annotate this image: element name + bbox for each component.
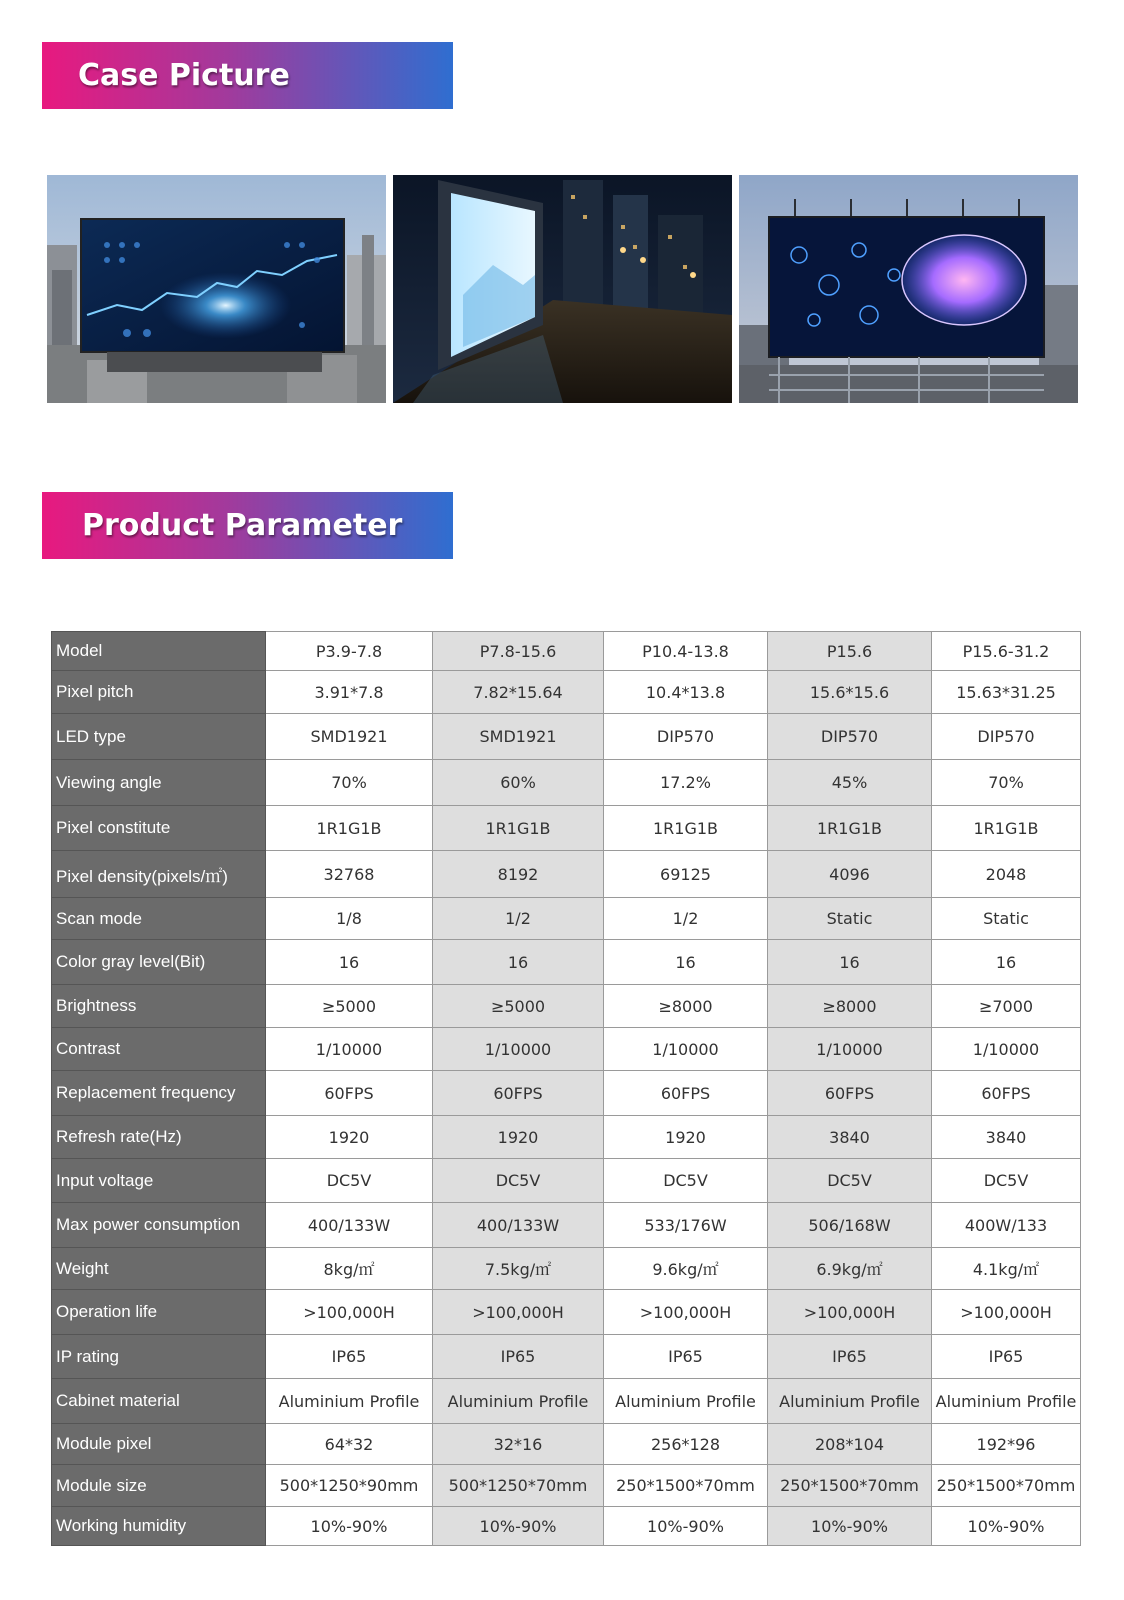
table-row xyxy=(52,1071,1081,1116)
table-cell: 1920 xyxy=(433,1116,604,1159)
table-cell: 10%-90% xyxy=(932,1507,1081,1546)
table-cell: >100,000H xyxy=(604,1290,768,1335)
table-cell: 1/10000 xyxy=(768,1028,932,1071)
table-cell: 60FPS xyxy=(266,1071,433,1116)
table-cell: Aluminium Profile xyxy=(266,1379,433,1424)
table-cell: 1/2 xyxy=(604,898,768,940)
table-cell: DC5V xyxy=(932,1159,1081,1203)
row-label: Pixel constitute xyxy=(52,806,266,851)
table-row xyxy=(52,940,1081,985)
table-cell: 400/133W xyxy=(266,1203,433,1248)
table-cell: 10%-90% xyxy=(768,1507,932,1546)
table-cell: 69125 xyxy=(604,851,768,898)
table-cell: Aluminium Profile xyxy=(604,1379,768,1424)
table-cell: 1R1G1B xyxy=(932,806,1081,851)
table-cell: 400W/133 xyxy=(932,1203,1081,1248)
table-cell: Aluminium Profile xyxy=(433,1379,604,1424)
table-cell: 4096 xyxy=(768,851,932,898)
row-label: Viewing angle xyxy=(52,760,266,806)
row-label: Pixel pitch xyxy=(52,671,266,714)
table-row xyxy=(52,671,1081,714)
table-cell: 70% xyxy=(932,760,1081,806)
table-cell: >100,000H xyxy=(266,1290,433,1335)
table-cell: 32*16 xyxy=(433,1424,604,1465)
table-cell: DIP570 xyxy=(768,714,932,760)
table-cell: 16 xyxy=(932,940,1081,985)
product-parameter-title: Product Parameter xyxy=(82,508,403,543)
table-cell: 64*32 xyxy=(266,1424,433,1465)
table-cell: Static xyxy=(932,898,1081,940)
table-cell: P15.6-31.2 xyxy=(932,632,1081,671)
table-cell: DIP570 xyxy=(604,714,768,760)
brain-billboard-icon xyxy=(739,175,1078,403)
table-row xyxy=(52,806,1081,851)
table-row xyxy=(52,1379,1081,1424)
table-cell: 506/168W xyxy=(768,1203,932,1248)
row-label: Brightness xyxy=(52,985,266,1028)
table-cell: 10%-90% xyxy=(433,1507,604,1546)
row-label: Contrast xyxy=(52,1028,266,1071)
row-label: Replacement frequency xyxy=(52,1071,266,1116)
table-cell: DC5V xyxy=(266,1159,433,1203)
table-row xyxy=(52,760,1081,806)
row-label: Max power consumption xyxy=(52,1203,266,1248)
table-cell: 32768 xyxy=(266,851,433,898)
table-cell: 8192 xyxy=(433,851,604,898)
case-picture-title: Case Picture xyxy=(78,58,290,93)
table-cell: 16 xyxy=(604,940,768,985)
row-label: Input voltage xyxy=(52,1159,266,1203)
table-row xyxy=(52,1424,1081,1465)
table-cell: 192*96 xyxy=(932,1424,1081,1465)
table-cell: IP65 xyxy=(768,1335,932,1379)
table-cell: Static xyxy=(768,898,932,940)
row-label: Scan mode xyxy=(52,898,266,940)
table-cell: 60FPS xyxy=(768,1071,932,1116)
table-cell: 60FPS xyxy=(932,1071,1081,1116)
table-cell: ≥5000 xyxy=(266,985,433,1028)
table-cell: 208*104 xyxy=(768,1424,932,1465)
table-cell: SMD1921 xyxy=(433,714,604,760)
row-label: Module pixel xyxy=(52,1424,266,1465)
row-label: Refresh rate(Hz) xyxy=(52,1116,266,1159)
table-cell: 1R1G1B xyxy=(604,806,768,851)
table-cell: IP65 xyxy=(604,1335,768,1379)
table-cell: 1/10000 xyxy=(932,1028,1081,1071)
row-label: IP rating xyxy=(52,1335,266,1379)
table-cell: 10.4*13.8 xyxy=(604,671,768,714)
table-cell: Aluminium Profile xyxy=(932,1379,1081,1424)
table-row xyxy=(52,1290,1081,1335)
table-cell: IP65 xyxy=(932,1335,1081,1379)
table-cell: 3.91*7.8 xyxy=(266,671,433,714)
table-cell: 60FPS xyxy=(604,1071,768,1116)
table-cell: 1R1G1B xyxy=(433,806,604,851)
table-cell: >100,000H xyxy=(433,1290,604,1335)
table-cell: 6.9kg/㎡ xyxy=(768,1248,932,1290)
table-cell: P7.8-15.6 xyxy=(433,632,604,671)
row-label: Weight xyxy=(52,1248,266,1290)
table-row xyxy=(52,985,1081,1028)
row-label: Module size xyxy=(52,1465,266,1507)
case-picture-1 xyxy=(47,175,386,403)
table-row xyxy=(52,1028,1081,1071)
product-parameter-banner xyxy=(42,492,453,559)
table-cell: ≥8000 xyxy=(768,985,932,1028)
table-cell: SMD1921 xyxy=(266,714,433,760)
product-parameter-table xyxy=(51,631,1081,1546)
table-cell: 400/133W xyxy=(433,1203,604,1248)
table-cell: 16 xyxy=(266,940,433,985)
table-cell: 1/10000 xyxy=(433,1028,604,1071)
table-cell: 7.82*15.64 xyxy=(433,671,604,714)
case-picture-2 xyxy=(393,175,732,403)
table-cell: 2048 xyxy=(932,851,1081,898)
table-cell: Aluminium Profile xyxy=(768,1379,932,1424)
table-cell: ≥5000 xyxy=(433,985,604,1028)
table-cell: DIP570 xyxy=(932,714,1081,760)
table-cell: DC5V xyxy=(768,1159,932,1203)
table-cell: DC5V xyxy=(433,1159,604,1203)
table-cell: 15.63*31.25 xyxy=(932,671,1081,714)
table-row xyxy=(52,1203,1081,1248)
table-cell: 16 xyxy=(433,940,604,985)
table-cell: 45% xyxy=(768,760,932,806)
table-cell: 10%-90% xyxy=(604,1507,768,1546)
table-cell: >100,000H xyxy=(932,1290,1081,1335)
table-cell: >100,000H xyxy=(768,1290,932,1335)
table-row xyxy=(52,898,1081,940)
table-cell: 1R1G1B xyxy=(266,806,433,851)
table-cell: P10.4-13.8 xyxy=(604,632,768,671)
table-row xyxy=(52,714,1081,760)
table-row xyxy=(52,1335,1081,1379)
table-cell: IP65 xyxy=(266,1335,433,1379)
table-cell: 3840 xyxy=(768,1116,932,1159)
table-cell: 60FPS xyxy=(433,1071,604,1116)
night-street-lightbox-icon xyxy=(393,175,732,403)
table-cell: 1920 xyxy=(604,1116,768,1159)
table-row xyxy=(52,1465,1081,1507)
table-cell: P3.9-7.8 xyxy=(266,632,433,671)
table-header-row xyxy=(52,632,1081,671)
table-cell: 60% xyxy=(433,760,604,806)
case-picture-3 xyxy=(739,175,1078,403)
table-cell: 1/2 xyxy=(433,898,604,940)
table-cell: 1920 xyxy=(266,1116,433,1159)
table-cell: 10%-90% xyxy=(266,1507,433,1546)
city-billboard-chart-icon xyxy=(47,175,386,403)
table-cell: 16 xyxy=(768,940,932,985)
row-label: Operation life xyxy=(52,1290,266,1335)
table-cell: 9.6kg/㎡ xyxy=(604,1248,768,1290)
table-row xyxy=(52,851,1081,898)
row-label: Cabinet material xyxy=(52,1379,266,1424)
table-row xyxy=(52,1248,1081,1290)
row-label: Pixel density(pixels/㎡) xyxy=(52,851,266,898)
table-cell: 250*1500*70mm xyxy=(768,1465,932,1507)
table-cell: 1R1G1B xyxy=(768,806,932,851)
table-row xyxy=(52,1159,1081,1203)
table-cell: 8kg/㎡ xyxy=(266,1248,433,1290)
table-cell: 533/176W xyxy=(604,1203,768,1248)
table-cell: 1/8 xyxy=(266,898,433,940)
table-cell: 15.6*15.6 xyxy=(768,671,932,714)
row-label: Working humidity xyxy=(52,1507,266,1546)
table-cell: 1/10000 xyxy=(266,1028,433,1071)
table-cell: 256*128 xyxy=(604,1424,768,1465)
table-cell: 70% xyxy=(266,760,433,806)
row-label: Color gray level(Bit) xyxy=(52,940,266,985)
row-label: LED type xyxy=(52,714,266,760)
table-cell: 1/10000 xyxy=(604,1028,768,1071)
case-picture-banner xyxy=(42,42,453,109)
table-cell: 3840 xyxy=(932,1116,1081,1159)
table-cell: P15.6 xyxy=(768,632,932,671)
table-cell: ≥8000 xyxy=(604,985,768,1028)
row-label: Model xyxy=(52,632,266,671)
table-cell: 500*1250*70mm xyxy=(433,1465,604,1507)
table-cell: 250*1500*70mm xyxy=(932,1465,1081,1507)
table-row xyxy=(52,1116,1081,1159)
table-cell: ≥7000 xyxy=(932,985,1081,1028)
table-cell: DC5V xyxy=(604,1159,768,1203)
table-cell: 7.5kg/㎡ xyxy=(433,1248,604,1290)
table-cell: IP65 xyxy=(433,1335,604,1379)
table-cell: 250*1500*70mm xyxy=(604,1465,768,1507)
table-row xyxy=(52,1507,1081,1546)
table-cell: 17.2% xyxy=(604,760,768,806)
table-cell: 500*1250*90mm xyxy=(266,1465,433,1507)
table-cell: 4.1kg/㎡ xyxy=(932,1248,1081,1290)
